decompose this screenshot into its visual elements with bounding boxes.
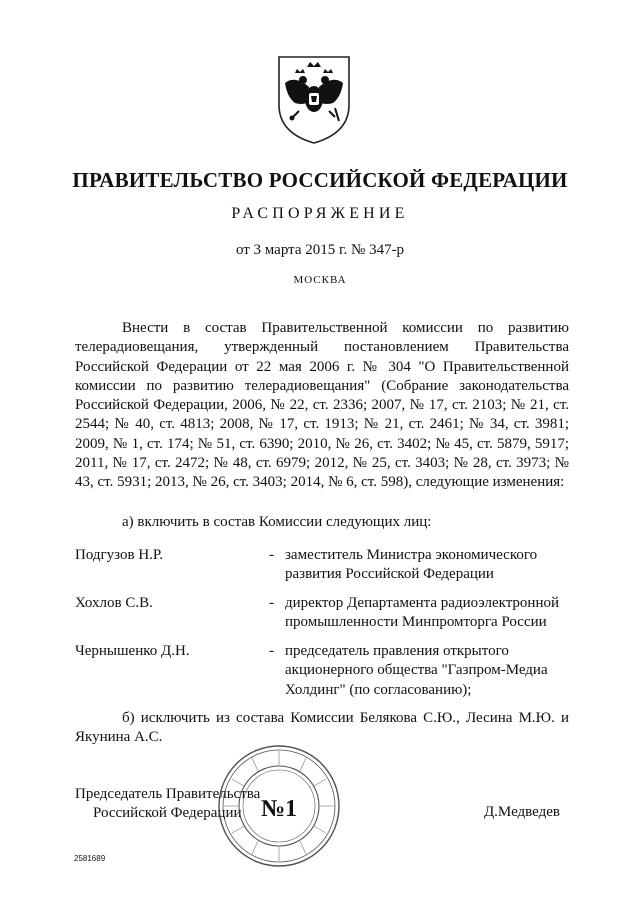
- person-name: Хохлов С.В.: [75, 595, 153, 611]
- person-position: заместитель Министра экономического развития Российской Федерации: [285, 547, 538, 583]
- signer-title-line1: Председатель Правительства: [75, 786, 261, 802]
- official-seal: [216, 743, 342, 869]
- intro-paragraph: Внести в состав Правительственной комиссии по развитию телерадиовещания, утвержденный постановлением Правительства Российской Федерации от 22 мая 2006 г. № 304 "О Правительственной комиссии по развитию телерадиовещания" (Собрание законодательства Российской Федерации, 2006, № 22, ст. 2336; 2007, № 17, ст. 2103; № 21, ст. 2544; № 40, ст. 4813; 2008, № 17, ст. 1913; № 21, ст. 2461; № 34, ст. 3981; 2009, № 1, ст. 174; № 51, ст. 6390; 2010, № 26, ст. 3402; № 45, ст. 5879, 5917; 2011, № 17, ст. 2472; № 48, ст. 6979; 2012, № 25, ст. 3403; № 28, ст. 3973; № 43, ст. 5931; 2013, № 26, ст. 3403; 2014, № 6, ст. 598), следующие изменения:: [75, 320, 569, 491]
- person-position: председатель правления открытого акционерного общества "Газпром-Медиа Холдинг" (по согласованию);: [285, 643, 548, 698]
- document-date-number: от 3 марта 2015 г. № 347-р: [235, 242, 405, 258]
- signer-title-line2: Российской Федерации: [93, 805, 242, 821]
- person-name: Подгузов Н.Р.: [75, 547, 164, 563]
- item-b-paragraph: б) исключить из состава Комиссии Белякова С.Ю., Лесина М.Ю. и Якунина А.С.: [75, 710, 569, 746]
- item-a-text: а) включить в состав Комиссии следующих лиц:: [122, 514, 432, 530]
- document-code: 2581689: [74, 854, 106, 863]
- seal-number: №1: [260, 796, 298, 822]
- signer-name: Д.Медведев: [483, 804, 560, 820]
- person-position: директор Департамента радиоэлектронной промышленности Минпромторга России: [285, 595, 560, 631]
- person-name: Чернышенко Д.Н.: [75, 643, 190, 659]
- person-dash: -: [269, 643, 274, 659]
- government-title: ПРАВИТЕЛЬСТВО РОССИЙСКОЙ ФЕДЕРАЦИИ: [72, 168, 568, 192]
- document-type: РАСПОРЯЖЕНИЕ: [231, 205, 409, 222]
- coat-of-arms-emblem: [273, 53, 355, 145]
- person-dash: -: [269, 547, 274, 563]
- document-city: МОСКВА: [293, 274, 347, 286]
- person-dash: -: [269, 595, 274, 611]
